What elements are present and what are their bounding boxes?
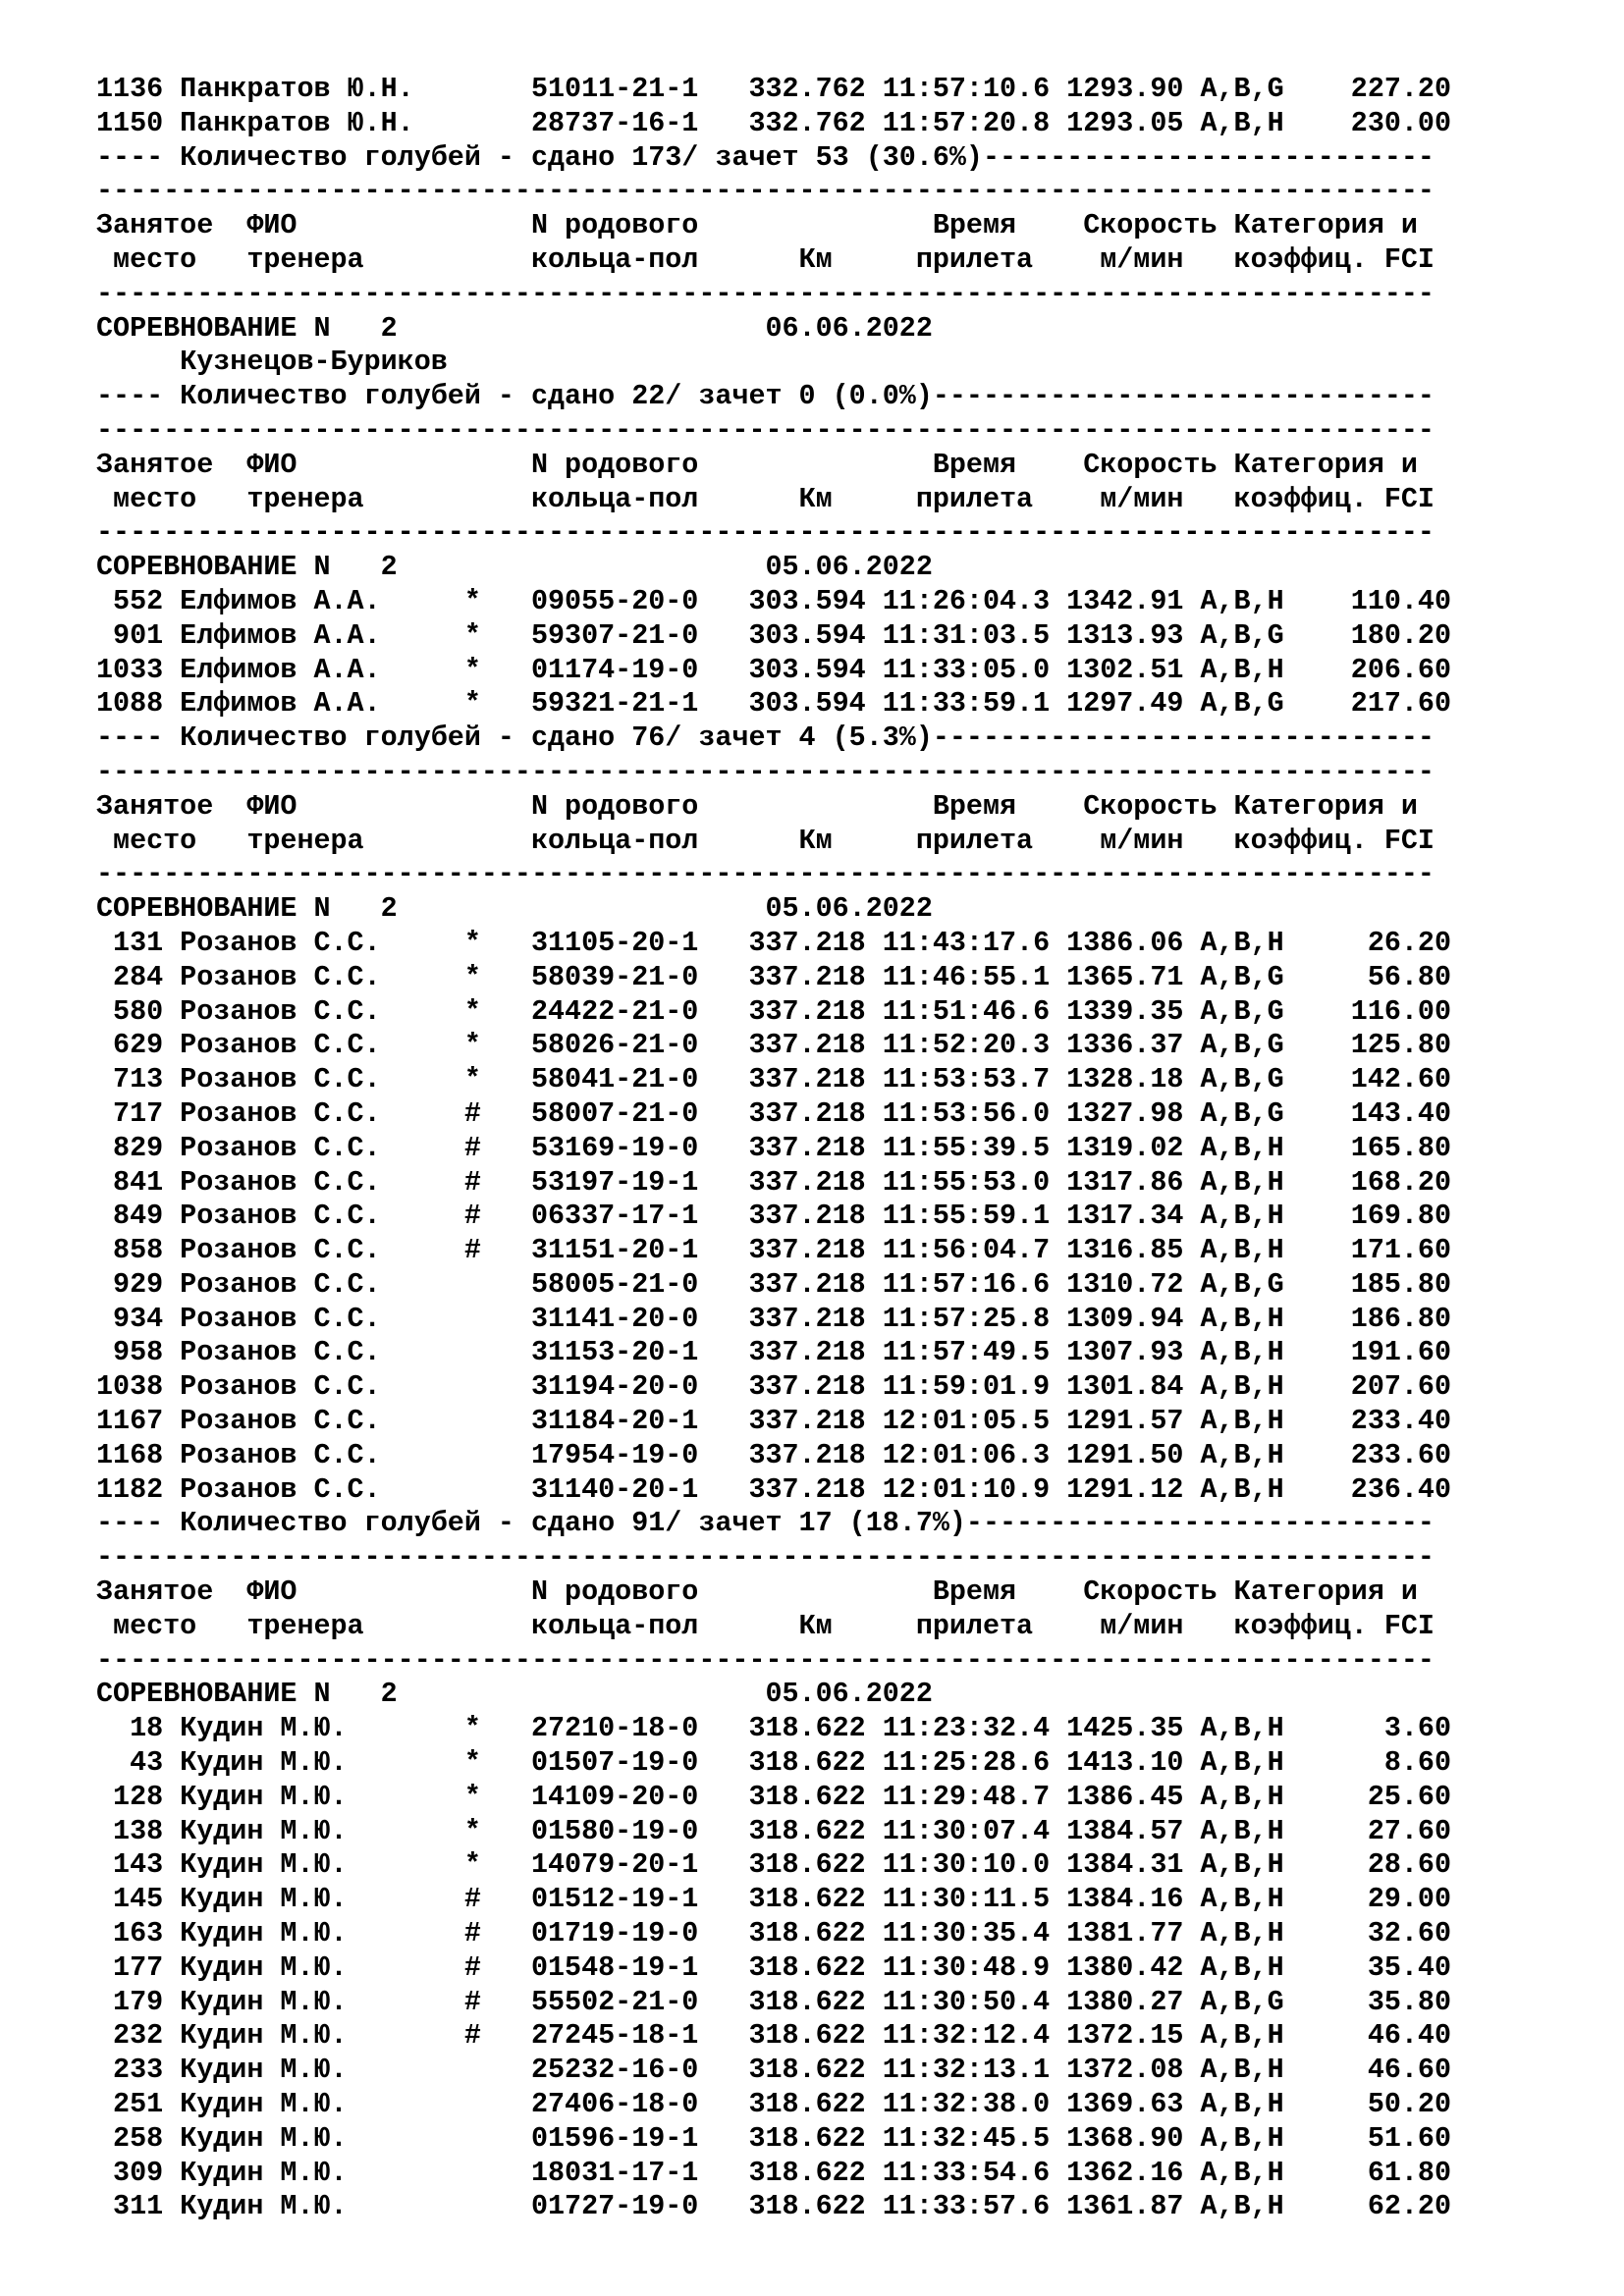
separator-line: --------------------------------------------------------------------------------: [96, 1541, 1435, 1575]
result-row: 232 Кудин М.Ю. # 27245-18-1 318.622 11:32:12.4 1372.15 A,B,H 46.40: [96, 2019, 1452, 2053]
result-row: 934 Розанов С.С. 31141-20-0 337.218 11:57:25.8 1309.94 A,B,H 186.80: [96, 1302, 1452, 1335]
result-row: 179 Кудин М.Ю. # 55502-21-0 318.622 11:30:50.4 1380.27 A,B,G 35.80: [96, 1985, 1452, 2018]
separator-line: --------------------------------------------------------------------------------: [96, 755, 1435, 788]
result-row: 629 Розанов С.С. * 58026-21-0 337.218 11:52:20.3 1336.37 A,B,G 125.80: [96, 1029, 1452, 1062]
result-row: 145 Кудин М.Ю. # 01512-19-1 318.622 11:30:11.5 1384.16 A,B,H 29.00: [96, 1883, 1452, 1916]
separator-line: --------------------------------------------------------------------------------: [96, 1643, 1435, 1677]
result-row: 580 Розанов С.С. * 24422-21-0 337.218 11:51:46.6 1339.35 A,B,G 116.00: [96, 994, 1452, 1028]
result-row: 1168 Розанов С.С. 17954-19-0 337.218 12:01:06.3 1291.50 A,B,H 233.60: [96, 1438, 1452, 1471]
summary-line: ---- Количество голубей - сдано 22/ зачет 0 (0.0%)------------------------------: [96, 380, 1435, 413]
separator-line: --------------------------------------------------------------------------------: [96, 516, 1435, 550]
summary-line: ---- Количество голубей - сдано 76/ зачет 4 (5.3%)------------------------------: [96, 721, 1435, 755]
result-row: 233 Кудин М.Ю. 25232-16-0 318.622 11:32:13.1 1372.08 A,B,H 46.60: [96, 2054, 1452, 2087]
result-row: 143 Кудин М.Ю. * 14079-20-1 318.622 11:30:10.0 1384.31 A,B,H 28.60: [96, 1848, 1452, 1882]
result-row: 849 Розанов С.С. # 06337-17-1 337.218 11:55:59.1 1317.34 A,B,H 169.80: [96, 1200, 1452, 1233]
results-printout: [96, 73, 1579, 2224]
result-row: 841 Розанов С.С. # 53197-19-1 337.218 11:55:53.0 1317.86 A,B,H 168.20: [96, 1165, 1452, 1199]
result-row: 138 Кудин М.Ю. * 01580-19-0 318.622 11:30:07.4 1384.57 A,B,H 27.60: [96, 1814, 1452, 1847]
section-name: Кузнецов-Буриков: [96, 346, 448, 379]
result-row: 858 Розанов С.С. # 31151-20-1 337.218 11:56:04.7 1316.85 A,B,H 171.60: [96, 1234, 1452, 1267]
column-header-line-1: Занятое ФИО N родового Время Скорость Категория и: [96, 209, 1418, 242]
summary-line: ---- Количество голубей - сдано 91/ зачет 17 (18.7%)----------------------------: [96, 1507, 1435, 1540]
result-row: 901 Елфимов А.А. * 59307-21-0 303.594 11:31:03.5 1313.93 A,B,G 180.20: [96, 618, 1452, 652]
column-header-line-1: Занятое ФИО N родового Время Скорость Категория и: [96, 789, 1418, 823]
result-row: 177 Кудин М.Ю. # 01548-19-1 318.622 11:30:48.9 1380.42 A,B,H 35.40: [96, 1950, 1452, 1984]
competition-header: СОРЕВНОВАНИЕ N 2 05.06.2022: [96, 551, 933, 584]
result-row: 1167 Розанов С.С. 31184-20-1 337.218 12:01:05.5 1291.57 A,B,H 233.40: [96, 1405, 1452, 1438]
competition-header: СОРЕВНОВАНИЕ N 2 05.06.2022: [96, 892, 933, 926]
result-row: 1150 Панкратов Ю.Н. 28737-16-1 332.762 11:57:20.8 1293.05 A,B,H 230.00: [96, 106, 1452, 139]
result-row: 1136 Панкратов Ю.Н. 51011-21-1 332.762 11:57:10.6 1293.90 A,B,G 227.20: [96, 73, 1452, 105]
result-row: 131 Розанов С.С. * 31105-20-1 337.218 11:43:17.6 1386.06 A,B,H 26.20: [96, 926, 1452, 959]
separator-line: --------------------------------------------------------------------------------: [96, 175, 1435, 208]
result-row: 258 Кудин М.Ю. 01596-19-1 318.622 11:32:45.5 1368.90 A,B,H 51.60: [96, 2121, 1452, 2155]
result-row: 284 Розанов С.С. * 58039-21-0 337.218 11:46:55.1 1365.71 A,B,G 56.80: [96, 960, 1452, 993]
result-row: 309 Кудин М.Ю. 18031-17-1 318.622 11:33:54.6 1362.16 A,B,H 61.80: [96, 2156, 1452, 2189]
result-row: 1033 Елфимов А.А. * 01174-19-0 303.594 11:33:05.0 1302.51 A,B,H 206.60: [96, 653, 1452, 686]
competition-header: СОРЕВНОВАНИЕ N 2 05.06.2022: [96, 1678, 933, 1711]
result-row: 128 Кудин М.Ю. * 14109-20-0 318.622 11:29:48.7 1386.45 A,B,H 25.60: [96, 1780, 1452, 1813]
result-row: 552 Елфимов А.А. * 09055-20-0 303.594 11:26:04.3 1342.91 A,B,H 110.40: [96, 584, 1452, 617]
result-row: 1088 Елфимов А.А. * 59321-21-1 303.594 11:33:59.1 1297.49 A,B,G 217.60: [96, 687, 1452, 721]
column-header-line-1: Занятое ФИО N родового Время Скорость Категория и: [96, 448, 1418, 481]
result-row: 713 Розанов С.С. * 58041-21-0 337.218 11:53:53.7 1328.18 A,B,G 142.60: [96, 1063, 1452, 1096]
separator-line: --------------------------------------------------------------------------------: [96, 858, 1435, 891]
result-row: 18 Кудин М.Ю. * 27210-18-0 318.622 11:23:32.4 1425.35 A,B,H 3.60: [96, 1712, 1452, 1745]
result-row: 43 Кудин М.Ю. * 01507-19-0 318.622 11:25:28.6 1413.10 A,B,H 8.60: [96, 1746, 1452, 1780]
result-row: 1182 Розанов С.С. 31140-20-1 337.218 12:01:10.9 1291.12 A,B,H 236.40: [96, 1472, 1452, 1506]
result-row: 929 Розанов С.С. 58005-21-0 337.218 11:57:16.6 1310.72 A,B,G 185.80: [96, 1267, 1452, 1301]
competition-header: СОРЕВНОВАНИЕ N 2 06.06.2022: [96, 311, 933, 345]
column-header-line-1: Занятое ФИО N родового Время Скорость Категория и: [96, 1575, 1418, 1609]
summary-line: ---- Количество голубей - сдано 173/ зачет 53 (30.6%)---------------------------: [96, 140, 1435, 174]
separator-line: --------------------------------------------------------------------------------: [96, 277, 1435, 310]
result-row: 717 Розанов С.С. # 58007-21-0 337.218 11:53:56.0 1327.98 A,B,G 143.40: [96, 1096, 1452, 1130]
column-header-line-2: место тренера кольца-пол Км прилета м/мин коэффиц. FCI: [96, 482, 1435, 515]
result-row: 958 Розанов С.С. 31153-20-1 337.218 11:57:49.5 1307.93 A,B,H 191.60: [96, 1336, 1452, 1369]
separator-line: --------------------------------------------------------------------------------: [96, 413, 1435, 447]
column-header-line-2: место тренера кольца-пол Км прилета м/мин коэффиц. FCI: [96, 1609, 1435, 1642]
result-row: 251 Кудин М.Ю. 27406-18-0 318.622 11:32:38.0 1369.63 A,B,H 50.20: [96, 2088, 1452, 2121]
column-header-line-2: место тренера кольца-пол Км прилета м/мин коэффиц. FCI: [96, 824, 1435, 857]
column-header-line-2: место тренера кольца-пол Км прилета м/мин коэффиц. FCI: [96, 242, 1435, 276]
result-row: 311 Кудин М.Ю. 01727-19-0 318.622 11:33:57.6 1361.87 A,B,H 62.20: [96, 2190, 1452, 2223]
result-row: 829 Розанов С.С. # 53169-19-0 337.218 11:55:39.5 1319.02 A,B,H 165.80: [96, 1131, 1452, 1164]
result-row: 1038 Розанов С.С. 31194-20-0 337.218 11:59:01.9 1301.84 A,B,H 207.60: [96, 1370, 1452, 1404]
result-row: 163 Кудин М.Ю. # 01719-19-0 318.622 11:30:35.4 1381.77 A,B,H 32.60: [96, 1917, 1452, 1950]
